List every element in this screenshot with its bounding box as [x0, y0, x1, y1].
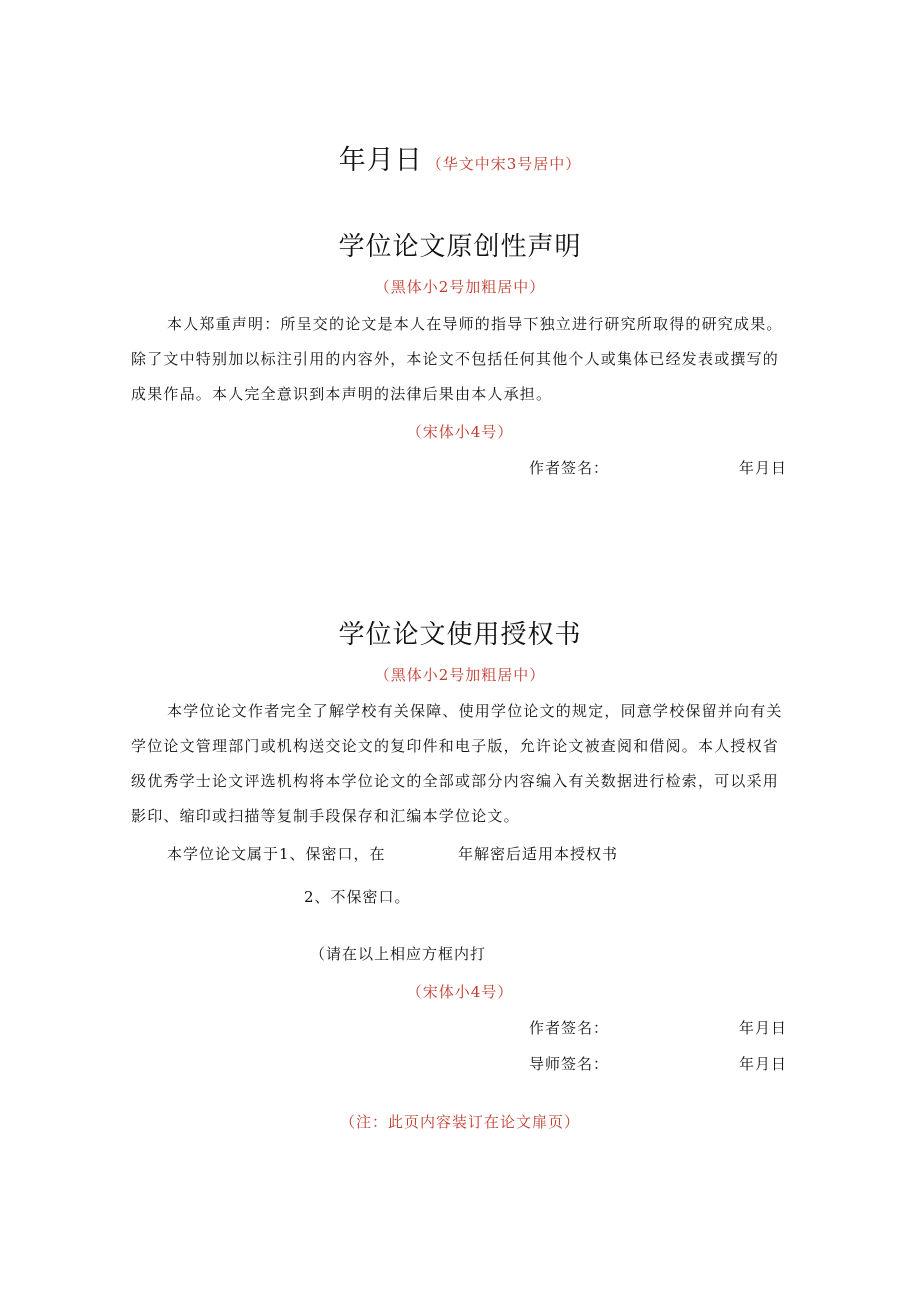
advisor-date: 年月日 — [739, 1055, 788, 1073]
authorization-author-signature-label: 作者签名： — [529, 1019, 610, 1037]
authorization-body — [131, 694, 791, 834]
header-date-note: （华文中宋3号居中） — [426, 155, 582, 173]
secrecy-option-1-prefix: 本学位论文属于1、保密口，在 — [167, 845, 386, 863]
declaration-body-note: （宋体小4号） — [406, 423, 514, 441]
secrecy-option-2: 2、不保密口。 — [304, 888, 411, 906]
declaration-paragraph: 本人郑重声明：所呈交的论文是本人在导师的指导下独立进行研究所取得的研究成果。除了文中特别加以标注引用的内容外，本论文不包括任何其他个人或集体已经发表或撰写的成果作品。本人完全意识到本声明的法律后果由本人承担。 — [131, 315, 783, 403]
declaration-title-note: （黑体小2号加粗居中） — [374, 278, 546, 296]
authorization-author-date: 年月日 — [739, 1019, 788, 1037]
declaration-body — [131, 307, 791, 412]
header-date-line — [0, 138, 920, 177]
secrecy-option-1-suffix: 年解密后适用本授权书 — [458, 845, 619, 863]
footer-note: （注：此页内容装订在论文扉页） — [339, 1113, 580, 1131]
declaration-title: 学位论文原创性声明 — [338, 232, 582, 262]
authorization-title-note: （黑体小2号加粗居中） — [374, 666, 546, 684]
checkbox-instruction: （请在以上相应方框内打 — [310, 945, 487, 963]
declaration-author-date: 年月日 — [739, 459, 788, 477]
authorization-paragraph: 本学位论文作者完全了解学校有关保障、使用学位论文的规定，同意学校保留并向有关学位论文管理部门或机构送交论文的复印件和电子版，允许论文被查阅和借阅。本人授权省级优秀学士论文评选机构将本学位论文的全部或部分内容编入有关数据进行检索，可以采用影印、缩印或扫描等复制手段保存和汇编本学位论文。 — [131, 702, 783, 825]
authorization-body-note: （宋体小4号） — [406, 983, 514, 1001]
header-date: 年月日 — [338, 145, 423, 176]
advisor-signature-label: 导师签名： — [529, 1055, 610, 1073]
authorization-title: 学位论文使用授权书 — [338, 620, 582, 650]
declaration-author-signature-label: 作者签名： — [529, 459, 610, 477]
